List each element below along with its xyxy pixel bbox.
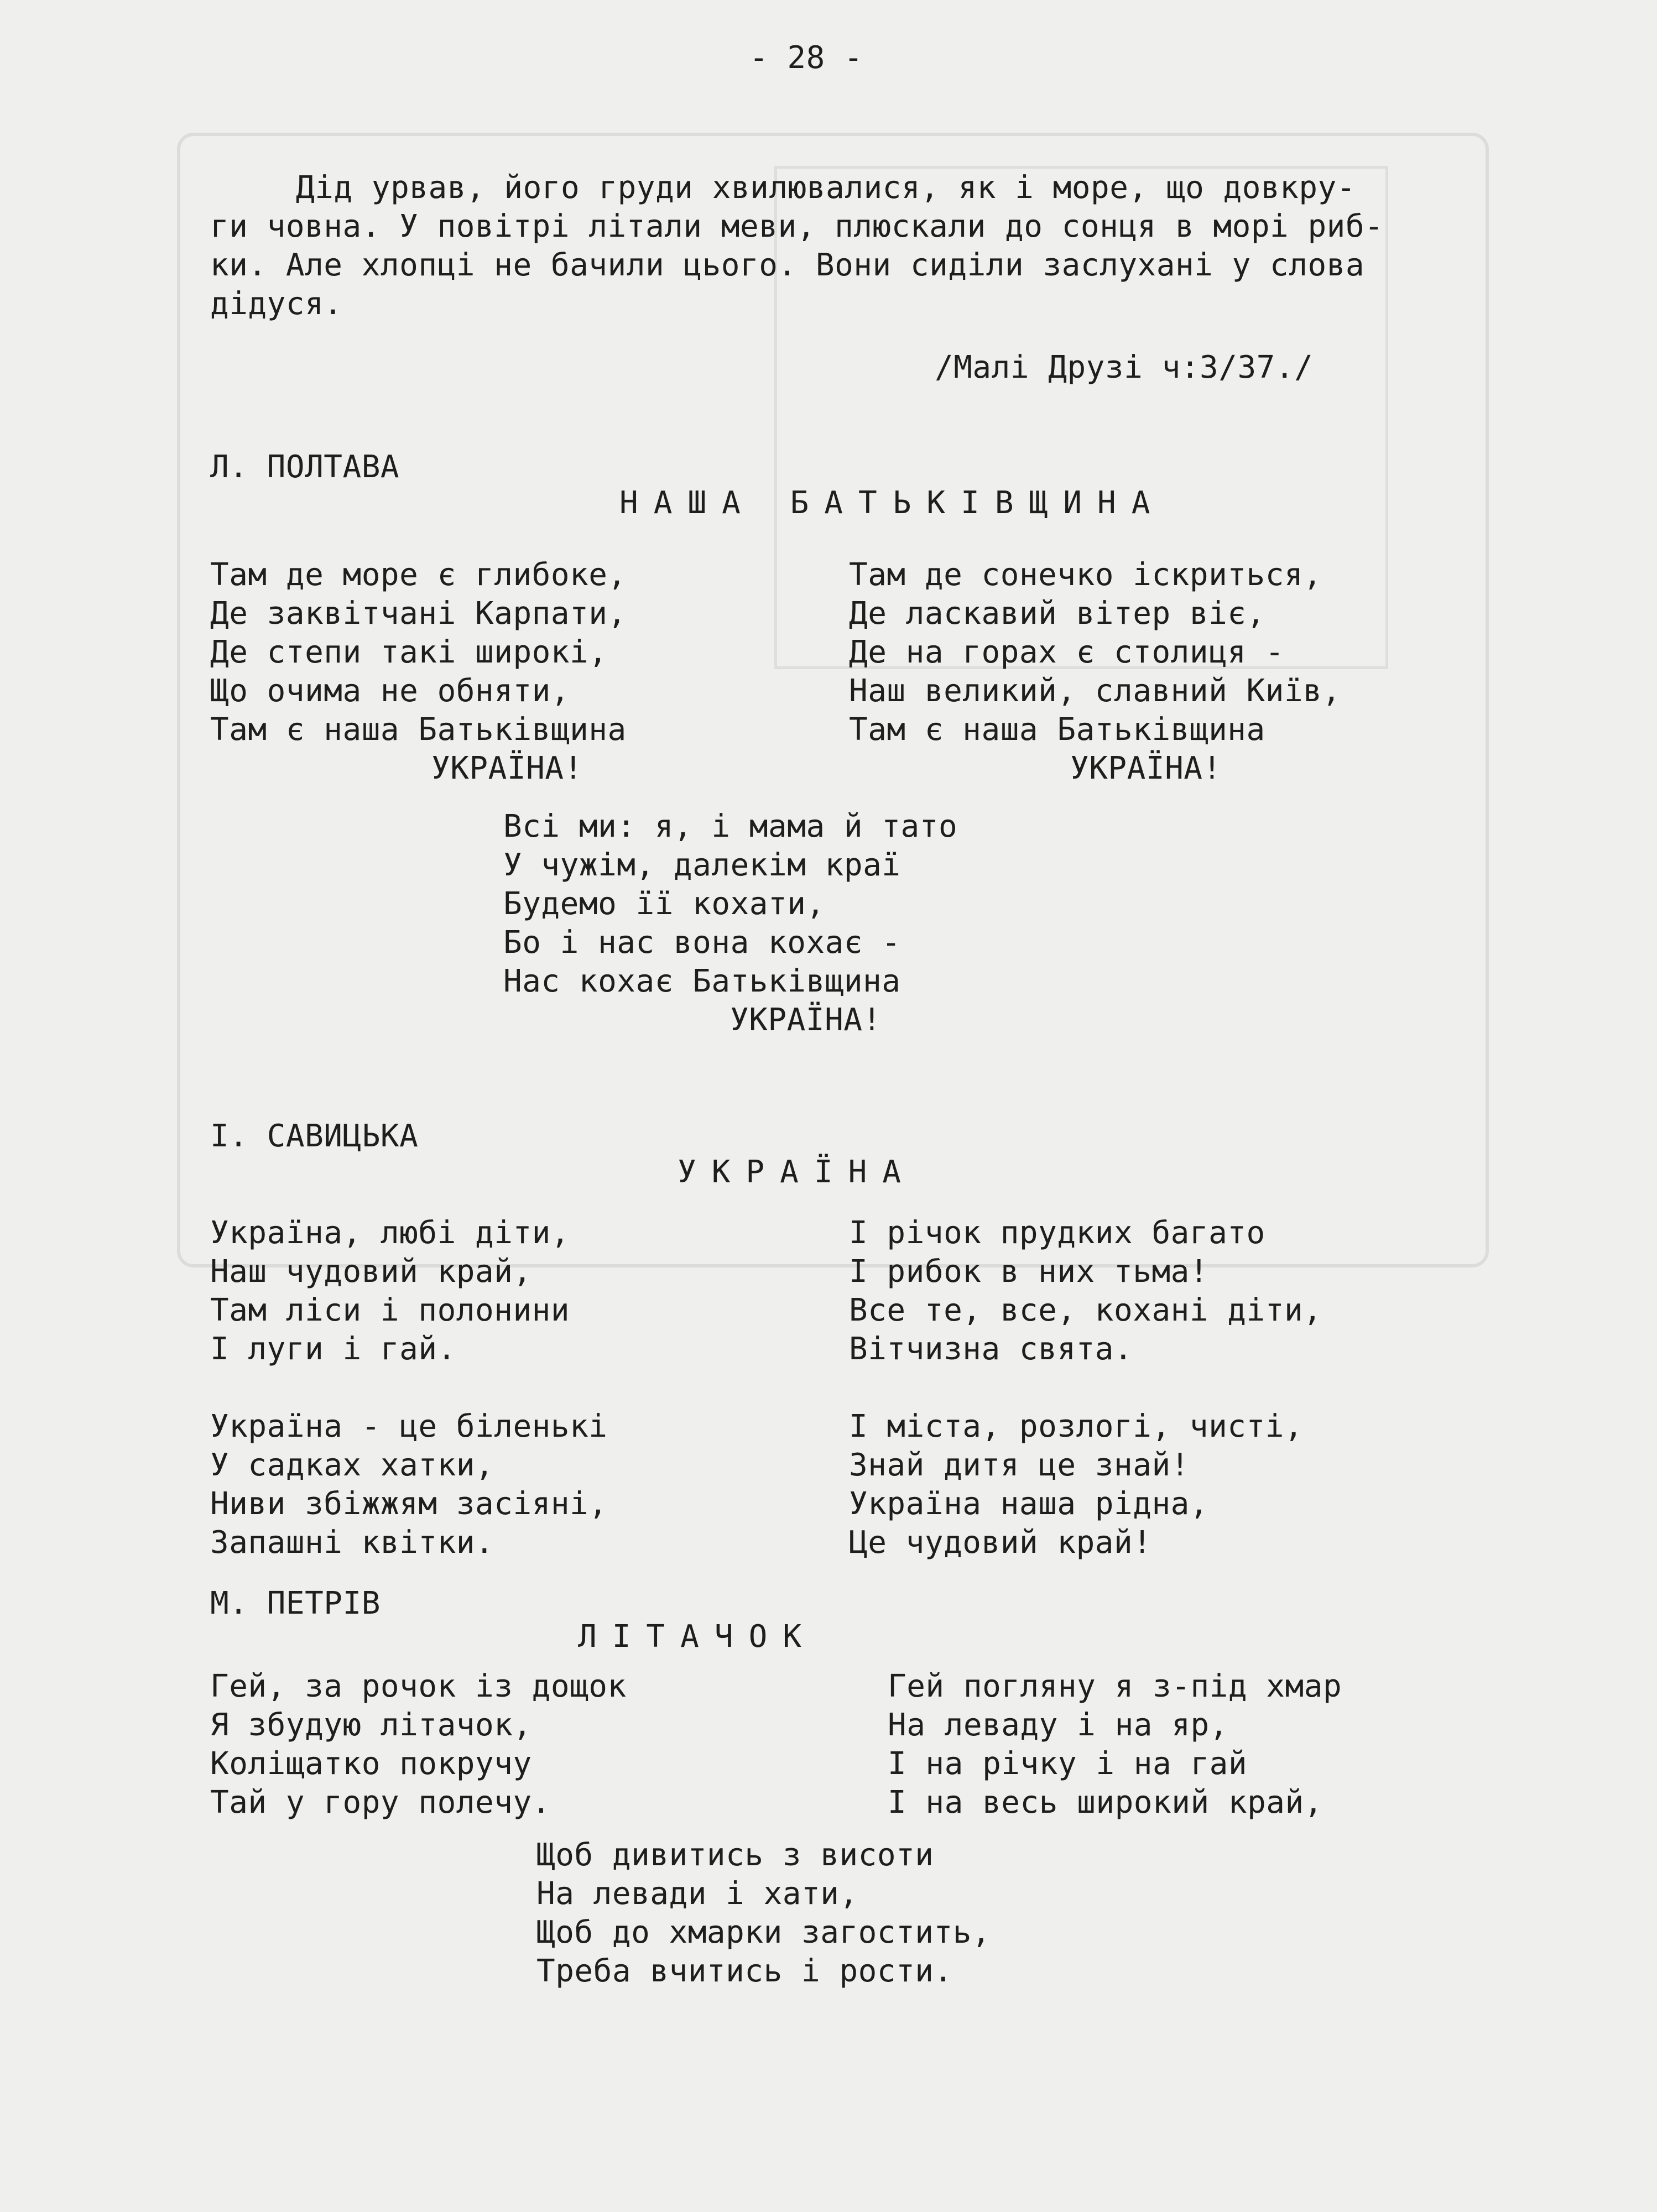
poem3-center-3: Щоб до хмарки загостить, [536,1914,991,1950]
intro-line-2: ги човна. У повітрі літали меви, плюскали до сонця в морі риб- [210,208,1384,244]
poem1-center-3: Будемо її кохати, [503,886,825,922]
poem1-right-end: УКРАЇНА! [1070,750,1222,786]
poem1-left-4: Що очима не обняти, [210,673,570,709]
poem2-left2-3: Ниви збіжжям засіяні, [210,1486,608,1522]
poem1-left-5: Там є наша Батьківщина [210,712,627,748]
poem1-author: Л. ПОЛТАВА [210,449,400,485]
poem2-left1-2: Наш чудовий край, [210,1254,532,1290]
intro-line-1: Дід урвав, його груди хвилювалися, як і море, що довкру- [296,170,1356,206]
poem1-right-1: Там де сонечко іскриться, [849,557,1322,593]
poem2-right2-1: І міста, розлогі, чисті, [849,1408,1304,1444]
poem1-left-3: Де степи такі широкі, [210,634,608,670]
poem3-right-4: І на весь широкий край, [888,1785,1323,1820]
poem1-right-5: Там є наша Батьківщина [849,712,1265,748]
poem2-right2-3: Україна наша рідна, [849,1486,1209,1522]
poem2-right1-4: Вітчизна свята. [849,1331,1133,1367]
poem3-center-1: Щоб дивитись з висоти [536,1837,934,1873]
poem2-right2-4: Це чудовий край! [849,1525,1152,1561]
poem1-right-4: Наш великий, славний Київ, [849,673,1341,709]
page-number: - 28 - [749,40,863,76]
poem2-left1-3: Там ліси і полонини [210,1292,570,1328]
poem3-title: ЛІТАЧОК [578,1619,817,1655]
poem3-center-2: На левади і хати, [536,1876,858,1912]
poem2-right1-1: І річок прудких багато [849,1215,1265,1251]
poem3-left-3: Коліщатко покручу [210,1746,532,1782]
poem1-left-end: УКРАЇНА! [431,750,583,786]
poem3-center-4: Треба вчитись і рости. [536,1953,953,1989]
poem3-left-2: Я збудую літачок, [210,1707,532,1743]
poem2-author: І. САВИЦЬКА [210,1118,419,1154]
poem2-title: УКРАЇНА [678,1154,917,1190]
poem1-right-2: Де ласкавий вітер віє, [849,596,1265,632]
poem3-author: М. ПЕТРІВ [210,1585,381,1621]
intro-line-4: дідуся. [210,286,343,322]
poem2-left2-4: Запашні квітки. [210,1525,494,1561]
poem1-left-1: Там де море є глибоке, [210,557,627,593]
intro-source: /Малі Друзі ч:3/37./ [935,349,1314,385]
poem3-left-4: Тай у гору полечу. [210,1785,551,1820]
poem1-center-5: Нас кохає Батьківщина [503,963,901,999]
poem2-left1-4: І луги і гай. [210,1331,456,1367]
poem3-right-3: І на річку і на гай [888,1746,1248,1782]
poem2-right2-2: Знай дитя це знай! [849,1447,1190,1483]
poem3-left-1: Гей, за рочок із дощок [210,1668,627,1704]
poem1-center-4: Бо і нас вона кохає - [503,925,901,961]
intro-line-3: ки. Але хлопці не бачили цього. Вони сиділи заслухані у слова [210,247,1365,283]
poem2-right1-2: І рибок в них тьма! [849,1254,1209,1290]
poem3-right-1: Гей погляну я з-під хмар [888,1668,1342,1704]
poem1-center-2: У чужім, далекім краї [503,847,901,883]
poem1-center-1: Всі ми: я, і мама й тато [503,808,958,844]
poem2-left2-1: Україна - це біленькі [210,1408,608,1444]
poem2-left1-1: Україна, любі діти, [210,1215,570,1251]
poem2-left2-2: У садках хатки, [210,1447,494,1483]
poem2-right1-3: Все те, все, кохані діти, [849,1292,1322,1328]
poem1-right-3: Де на горах є столиця - [849,634,1284,670]
poem1-center-end: УКРАЇНА! [730,1002,882,1038]
poem1-title: НАША БАТЬКІВЩИНА [619,485,1166,521]
poem3-right-2: На леваду і на яр, [888,1707,1228,1743]
poem1-left-2: Де заквітчані Карпати, [210,596,627,632]
